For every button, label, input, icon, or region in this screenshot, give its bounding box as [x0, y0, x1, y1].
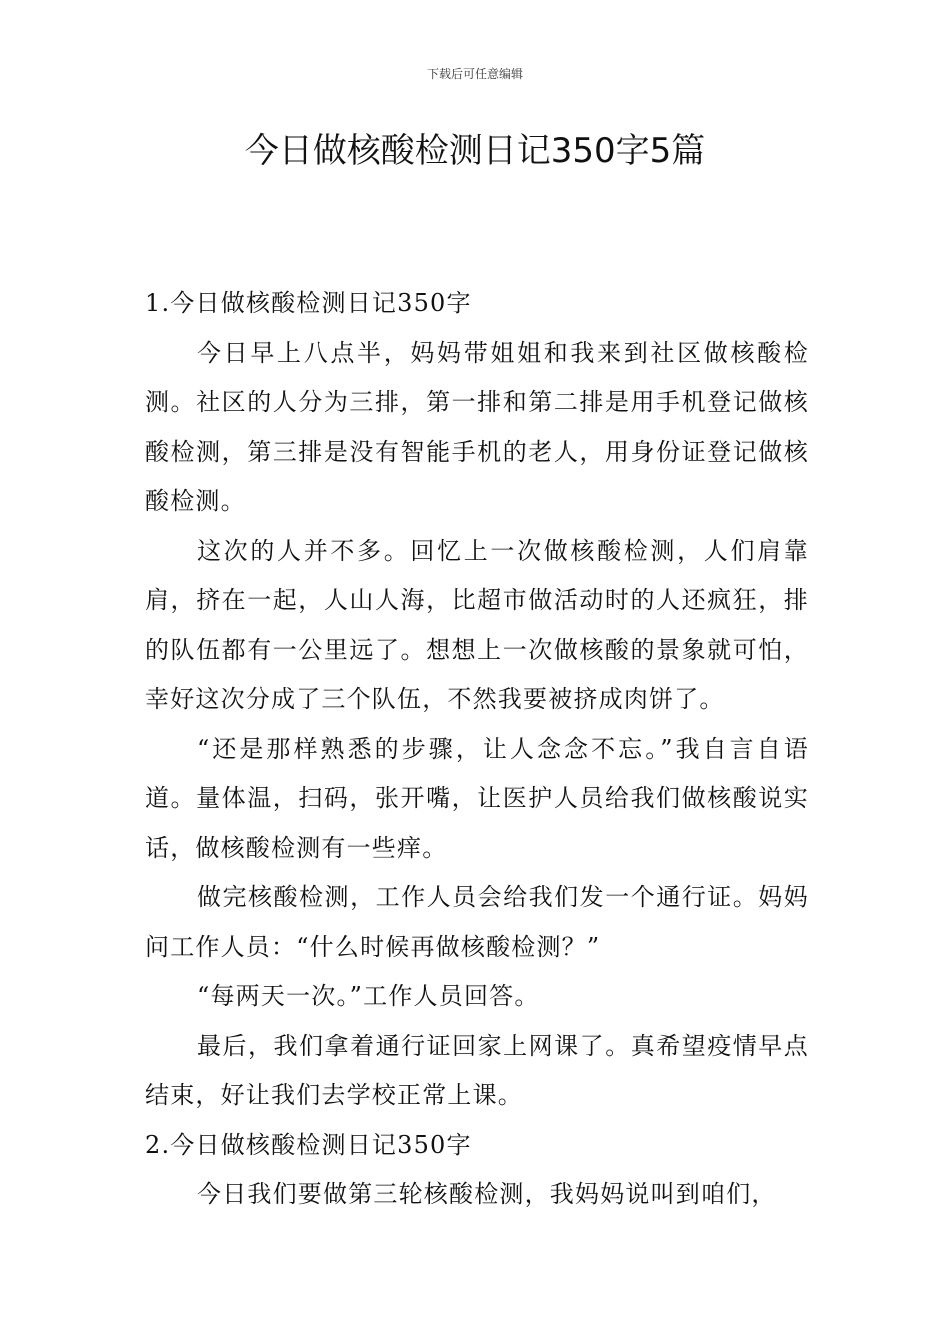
paragraph: 这次的人并不多。回忆上一次做核酸检测，人们肩靠肩，挤在一起，人山人海，比超市做活动时的人还疯狂，排的队伍都有一公里远了。想想上一次做核酸的景象就可怕，幸好这次分成了三个队伍，不然我要被挤成肉饼了。	[145, 536, 809, 713]
paragraph: 做完核酸检测，工作人员会给我们发一个通行证。妈妈问工作人员：“什么时候再做核酸检测？”	[145, 883, 809, 961]
paragraph: 今日早上八点半，妈妈带姐姐和我来到社区做核酸检测。社区的人分为三排，第一排和第二排是用手机登记做核酸检测，第三排是没有智能手机的老人，用身份证登记做核酸检测。	[145, 338, 809, 515]
paragraph: “还是那样熟悉的步骤，让人念念不忘。”我自言自语道。量体温，扫码，张开嘴，让医护人员给我们做核酸说实话，做核酸检测有一些痒。	[145, 734, 809, 862]
section-heading-2: 2.今日做核酸检测日记350字	[145, 1130, 472, 1159]
document-body	[145, 279, 809, 1220]
paragraph: 今日我们要做第三轮核酸检测，我妈妈说叫到咱们，	[197, 1180, 777, 1208]
watermark-text: 下载后可任意编辑	[426, 67, 523, 81]
page-title: 今日做核酸检测日记350字5篇	[244, 131, 706, 171]
paragraph: 最后，我们拿着通行证回家上网课了。真希望疫情早点结束，好让我们去学校正常上课。	[145, 1031, 809, 1109]
paragraph: “每两天一次。”工作人员回答。	[197, 982, 540, 1010]
section-heading-1: 1.今日做核酸检测日记350字	[145, 289, 472, 317]
